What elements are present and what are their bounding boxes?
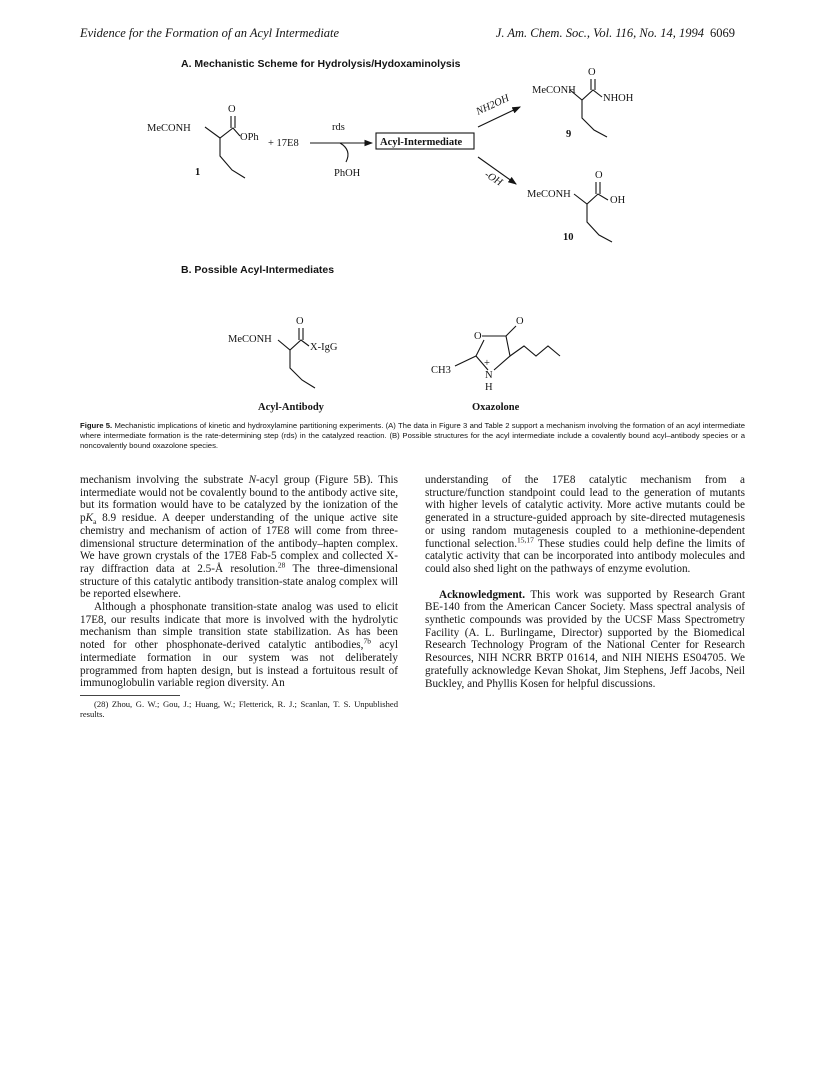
text-run: K (85, 512, 94, 525)
rds-label: rds (332, 122, 345, 133)
scheme-a-heading: A. Mechanistic Scheme for Hydrolysis/Hydoxaminolysis (181, 58, 461, 70)
compound-10-backbone (574, 194, 608, 204)
acyl-antibody-carbonyl-o: O (296, 316, 304, 327)
compound-9-side-chain (582, 100, 607, 137)
oxazolone-plus: + (484, 358, 490, 369)
acyl-antibody-acetamido: MeCONH (228, 334, 272, 345)
footnote-28: (28) Zhou, G. W.; Gou, J.; Huang, W.; Fletterick, R. J.; Scanlan, T. S. Unpublished results. (80, 698, 398, 720)
text-run: Although a phosphonate transition-state analog was used to elicit 17E8, our results indicate that more is involved with the hydrolytic mechanism than simple transition state stabilization. As has been noted for other phosphonate-derived catalytic antibodies, (80, 601, 398, 652)
acyl-antibody-igg: X-IgG (310, 342, 338, 353)
oxazolone-structure (431, 316, 560, 413)
text-run: understanding of the 17E8 catalytic mechanism from a structure/function standpoint could lead to the generation of mutants with higher levels of catalytic activity. More active mutants could be generated in a structure-guided approach by site-directed mutagenesis or using random mutagenesis coupled to a methionine-dependent functional selection. (425, 474, 745, 550)
reference-superscript: 15,17 (517, 534, 534, 544)
compound-1-acetamido: MeCONH (147, 123, 191, 134)
phoh-label: PhOH (334, 168, 361, 179)
acknowledgment-paragraph (425, 589, 745, 691)
acknowledgment-text: This work was supported by Research Grant BE-140 from the American Cancer Society. Mass spectral analysis of synthetic compounds was provided by the UCSF Mass Spectrometry Facility (A. L. Burlingame, Director) supported by the Biomedical Research Technology Program of the National Center for Research Resources, NIH NCRR BRTP 01614, and NIH NIEHS ES04705. We gratefully acknowledge Kevan Shokat, Jim Stephens, Jeff Jacobs, Neil Buckley, and Phyllis Kosen for helpful discussions. (425, 588, 745, 690)
text-run: These studies could help define the limits of catalytic activity that can be incorporated into antibody molecules and could also shed light on the pathways of enzyme evolution. (425, 537, 745, 575)
text-run: -acyl group (Figure 5B). This intermediate would not be covalently bound to the antibody active site, but its formation would have to be catalyzed by the ionization of the p (80, 474, 398, 525)
compound-10-side-chain (587, 204, 612, 242)
text-run: a (93, 517, 97, 527)
acknowledgment-heading: Acknowledgment. (439, 588, 526, 601)
left-paragraph-1 (80, 474, 398, 601)
hydroxylamine-reagent: NH2OH (474, 92, 512, 118)
compound-1-label: 1 (195, 167, 201, 178)
compound-1-structure (147, 104, 259, 178)
acyl-antibody-backbone (278, 340, 309, 350)
right-paragraph-1 (425, 474, 745, 576)
compound-1-phenoxy: OPh (240, 132, 259, 143)
plus-17e8: + 17E8 (268, 138, 299, 149)
reference-superscript: 7b (363, 636, 371, 646)
footnote-rule (80, 695, 180, 696)
compound-1-carbonyl-bond (231, 116, 235, 128)
figure-5-scheme (0, 0, 820, 420)
hydroxide-reagent: -OH (482, 169, 505, 189)
compound-10-carbonyl-bond (596, 182, 600, 194)
acyl-antibody-carbonyl-bond (299, 328, 303, 340)
compound-10-structure (527, 170, 626, 243)
reference-superscript: 28 (277, 560, 286, 570)
acyl-antibody-side-chain (290, 350, 315, 388)
left-column (80, 474, 398, 719)
compound-9-acetamido: MeCONH (532, 85, 576, 96)
compound-1-carbonyl-o: O (228, 104, 236, 115)
oxazolone-label: Oxazolone (472, 402, 520, 413)
scheme-b-heading: B. Possible Acyl-Intermediates (181, 264, 335, 276)
journal-name: J. Am. Chem. Soc., Vol. 116, No. 14, 1994 (495, 26, 704, 40)
compound-10-carbonyl-o: O (595, 170, 603, 181)
running-title: Evidence for the Formation of an Acyl Intermediate (80, 26, 340, 40)
right-column (425, 474, 745, 690)
page-number: 6069 (710, 26, 735, 40)
text-run: 8.9 residue. A deeper understanding of the unique active site chemistry and mechanism of action of 17E8 will come from three-dimensional structure determination of the antibody–hapten complex. We have grown crystals of the 17E8 Fab-5 complex and collected X-ray diffraction data at 2.5-Å resolution. (80, 512, 398, 575)
acyl-antibody-label: Acyl-Antibody (258, 402, 324, 413)
left-paragraph-2 (80, 601, 398, 690)
oxazolone-methyl: CH3 (431, 365, 451, 376)
text-run: N (248, 474, 257, 486)
compound-9-hydroxamate: NHOH (603, 93, 634, 104)
oxazolone-ring-o: O (474, 331, 482, 342)
text-run: mechanism involving the substrate (80, 474, 249, 486)
text-run: acyl intermediate formation in our system was not deliberately programmed from hapten design, but is instead a fortuitous result of immunoglobulin variable region diversity. An (80, 639, 398, 690)
compound-9-label: 9 (566, 129, 572, 140)
oxazolone-methyl-bond (455, 356, 476, 366)
compound-9-carbonyl-o: O (588, 67, 596, 78)
oxazolone-butyl-chain (510, 346, 560, 356)
figure-label: Figure 5. (80, 421, 113, 430)
compound-1-backbone (205, 127, 240, 138)
oxazolone-hydrogen: H (485, 382, 493, 393)
oxazolone-carbonyl-o: O (516, 316, 524, 327)
oxazolone-nitrogen: N (485, 370, 493, 381)
compound-9-structure (532, 67, 634, 140)
phoh-release-arrow (340, 143, 348, 162)
text-run: The three-dimensional structure of this catalytic antibody transition-state analog complex will be reported elsewhere. (80, 562, 398, 601)
oxazolone-carbonyl-bond (506, 326, 516, 336)
compound-10-acetamido: MeCONH (527, 189, 571, 200)
compound-9-carbonyl-bond (591, 79, 595, 90)
acyl-intermediate-label: Acyl-Intermediate (380, 137, 463, 148)
compound-10-label: 10 (563, 232, 574, 243)
compound-10-hydroxyl: OH (610, 195, 626, 206)
figure-caption-text: Mechanistic implications of kinetic and hydroxylamine partitioning experiments. (A) The data in Figure 3 and Table 2 support a mechanism involving the formation of an acyl intermediate where intermediate formation is the rate-determining step (rds) in the catalyzed reaction. (B) Possible structures for the acyl intermediate include a covalently bound acyl–antibody species or a noncovalently bound oxazolone species. (80, 421, 746, 451)
acyl-antibody-structure (228, 316, 338, 413)
compound-1-side-chain (220, 138, 245, 178)
figure-caption (80, 421, 745, 452)
